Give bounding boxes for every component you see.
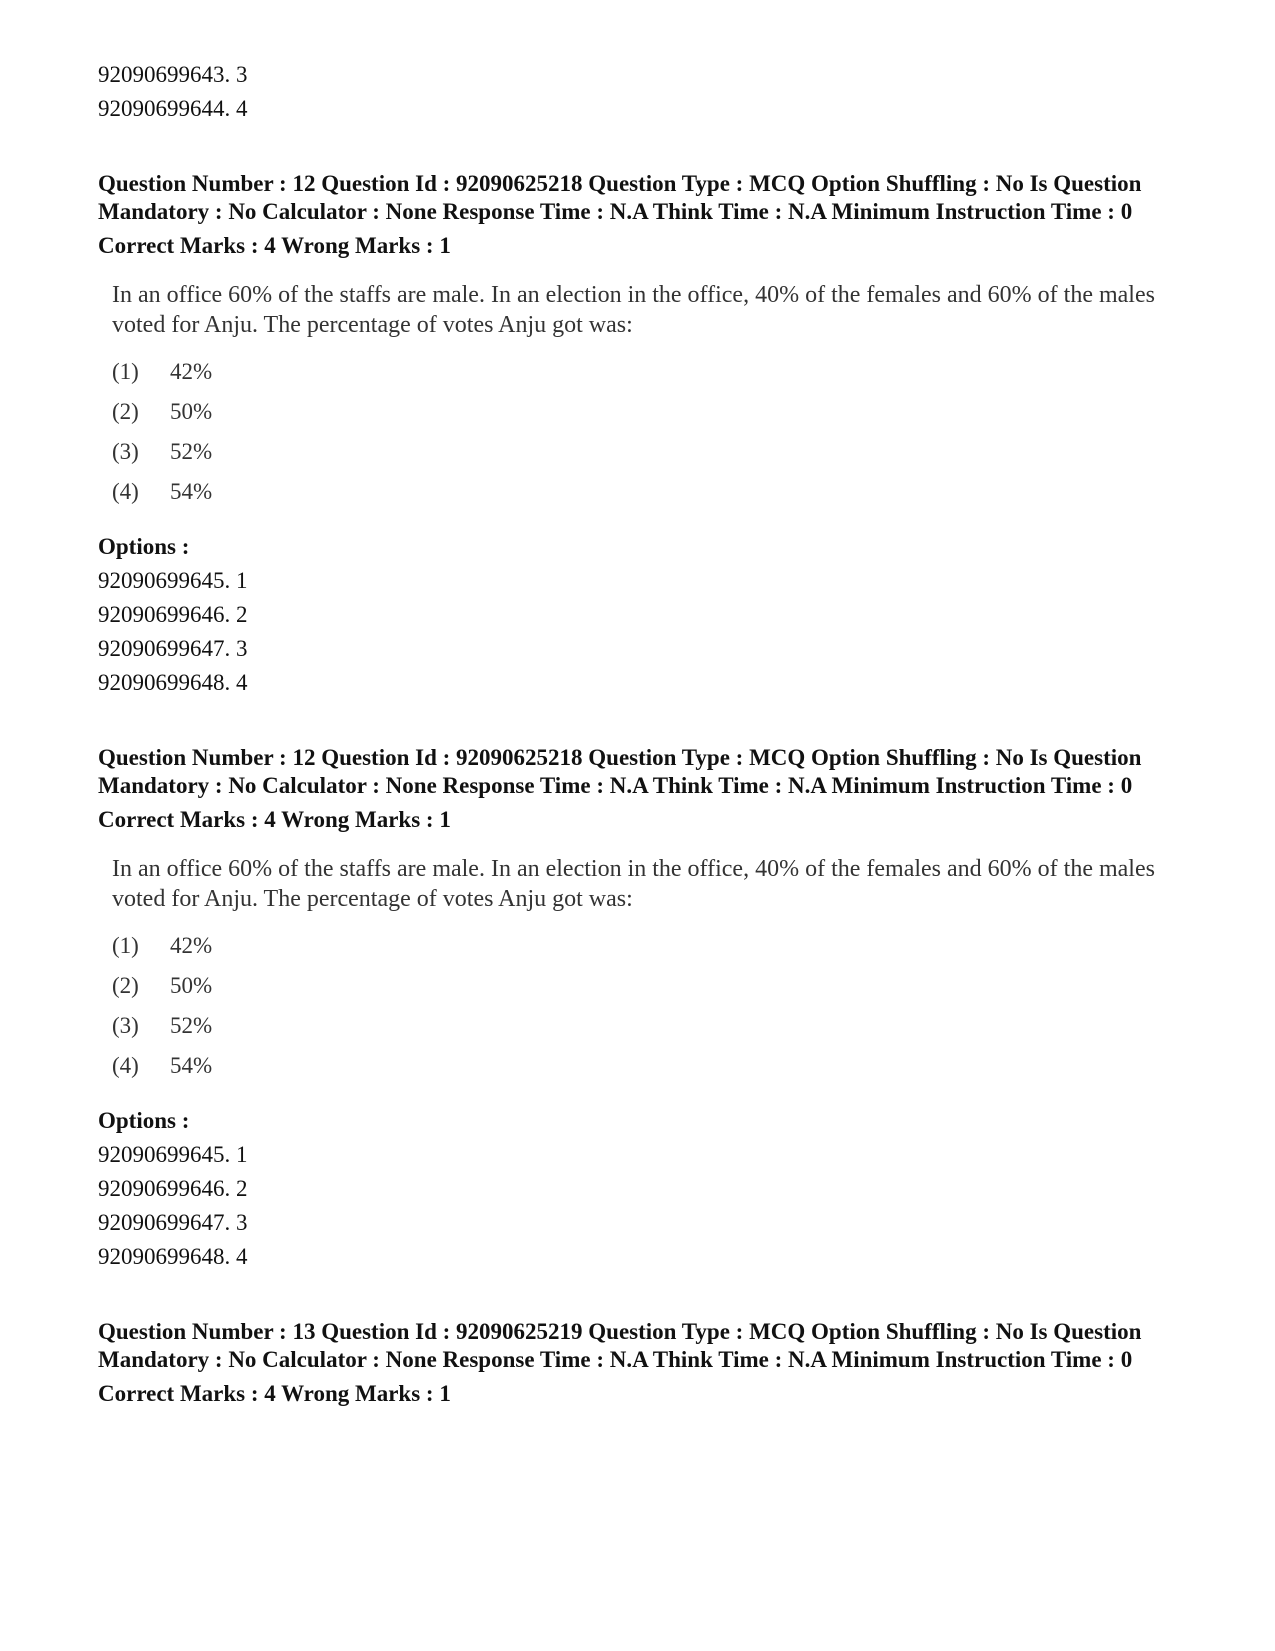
top-options-list [98,58,1178,126]
choice-item: (2) 50% [112,973,213,998]
question-marks: Correct Marks : 4 Wrong Marks : 1 [98,233,451,258]
option-line: 92090699645. 1 [98,1142,248,1167]
question-text: In an office 60% of the staffs are male. In an election in the office, 40% of the females and 60% of the males voted for Anju. The percentage of votes Anju got was: [112,856,1155,912]
choice-item: (3) 52% [112,439,213,464]
question-block [98,170,1178,700]
question-text: In an office 60% of the staffs are male. In an election in the office, 40% of the females and 60% of the males voted for Anju. The percentage of votes Anju got was: [112,282,1155,338]
option-line: 92090699644. 4 [98,96,248,121]
question-marks: Correct Marks : 4 Wrong Marks : 1 [98,807,451,832]
choice-item: (4) 54% [112,1053,213,1078]
option-line: 92090699648. 4 [98,670,248,695]
question-header: Question Number : 13 Question Id : 92090625219 Question Type : MCQ Option Shuffling : No Is Question Mandatory : No Calculator : None Response Time : N.A Think Time : N.A Minimum Instruction Time : 0 [98,1319,1142,1372]
choice-item: (1) 42% [112,359,213,384]
choice-item: (2) 50% [112,399,213,424]
options-label: Options : [98,534,190,559]
question-block [98,744,1178,1274]
choice-item: (3) 52% [112,1013,213,1038]
option-line: 92090699645. 1 [98,568,248,593]
option-line: 92090699647. 3 [98,636,248,661]
question-header: Question Number : 12 Question Id : 92090625218 Question Type : MCQ Option Shuffling : No Is Question Mandatory : No Calculator : None Response Time : N.A Think Time : N.A Minimum Instruction Time : 0 [98,171,1142,224]
option-line: 92090699643. 3 [98,62,248,87]
choice-item: (1) 42% [112,933,213,958]
question-body [112,854,1178,1092]
option-line: 92090699646. 2 [98,1176,248,1201]
option-line: 92090699647. 3 [98,1210,248,1235]
question-header: Question Number : 12 Question Id : 92090625218 Question Type : MCQ Option Shuffling : No Is Question Mandatory : No Calculator : None Response Time : N.A Think Time : N.A Minimum Instruction Time : 0 [98,745,1142,798]
question-block [98,1318,1178,1408]
question-marks: Correct Marks : 4 Wrong Marks : 1 [98,1381,451,1406]
option-line: 92090699648. 4 [98,1244,248,1269]
option-line: 92090699646. 2 [98,602,248,627]
document-page [98,58,1178,1408]
question-body [112,280,1178,518]
choice-item: (4) 54% [112,479,213,504]
options-label: Options : [98,1108,190,1133]
